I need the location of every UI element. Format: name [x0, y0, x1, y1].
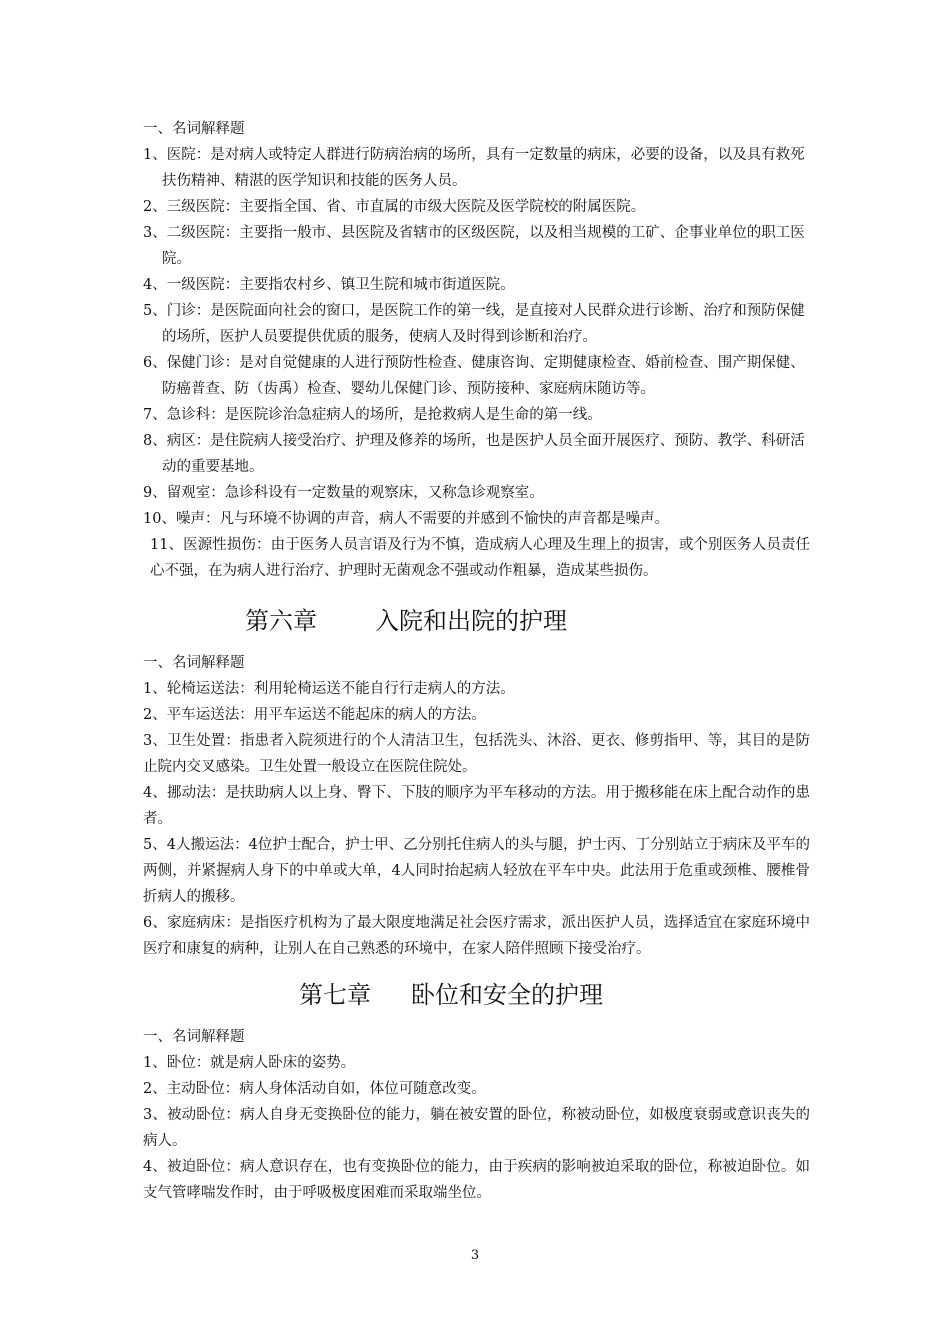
definition-home-sickbed: 6、家庭病床：是指医疗机构为了最大限度地满足社会医疗需求，派出医护人员，选择适宜在家庭环境中医疗和康复的病种，让别人在自己熟悉的环境中，在家人陪伴照顾下接受治疗。 [143, 915, 810, 957]
definition-emergency-dept: 7、急诊科：是医院诊治急症病人的场所，是抢救病人是生命的第一线。 [143, 407, 602, 423]
definition-passive-position: 3、被动卧位：病人自身无变换卧位的能力，躺在被安置的卧位，称被动卧位，如极度衰弱或意识丧失的病人。 [143, 1107, 810, 1149]
chapter-6-number: 第六章 [245, 607, 317, 635]
definition-wheelchair-transport: 1、轮椅运送法：利用轮椅运送不能自行行走病人的方法。 [143, 681, 515, 697]
definition-observation-room: 9、留观室：急诊科设有一定数量的观察床，又称急诊观察室。 [143, 485, 544, 501]
chapter-6-title [143, 601, 810, 641]
page-number: 3 [470, 1248, 480, 1263]
definition-forced-position: 4、被迫卧位：病人意识存在，也有变换卧位的能力，由于疾病的影响被迫采取的卧位，称被迫卧位。如支气管哮喘发作时，由于呼吸极度困难而采取端坐位。 [143, 1159, 810, 1201]
chapter-7-name: 卧位和安全的护理 [411, 981, 603, 1009]
definition-four-person-lift: 5、4人搬运法：4位护士配合，护士甲、乙分别托住病人的头与腿，护士丙、丁分别站立于病床及平车的两侧，并紧握病人身下的中单或大单，4人同时抬起病人轻放在平车中央。此法用于危重或颈椎、腰椎骨折病人的搬移。 [143, 837, 810, 905]
definition-noise: 10、噪声：凡与环境不协调的声音，病人不需要的并感到不愉快的声音都是噪声。 [143, 511, 669, 527]
definition-outpatient: 5、门诊：是医院面向社会的窗口，是医院工作的第一线，是直接对人民群众进行诊断、治疗和预防保健的场所，医护人员要提供优质的服务，使病人及时得到诊断和治疗。 [143, 303, 805, 345]
chapter-7-title [143, 975, 810, 1015]
definition-health-clinic: 6、保健门诊：是对自觉健康的人进行预防性检查、健康咨询、定期健康检查、婚前检查、围产期保健、防癌普查、防（齿禹）检查、婴幼儿保健门诊、预防接种、家庭病床随访等。 [143, 355, 805, 397]
section-heading: 一、名词解释题 [143, 1029, 245, 1045]
definition-lying-position: 1、卧位：就是病人卧床的姿势。 [143, 1055, 356, 1071]
section-heading: 一、名词解释题 [143, 655, 245, 671]
definition-tertiary-hospital: 2、三级医院：主要指全国、省、市直属的市级大医院及医学院校的附属医院。 [143, 199, 646, 215]
definition-secondary-hospital: 3、二级医院：主要指一般市、县医院及省辖市的区级医院，以及相当规模的工矿、企事业单位的职工医院。 [143, 225, 805, 267]
definition-iatrogenic-injury: 11、医源性损伤：由于医务人员言语及行为不慎，造成病人心理及生理上的损害，或个别医务人员责任心不强，在为病人进行治疗、护理时无菌观念不强或动作粗暴，造成某些损伤。 [150, 537, 810, 579]
definition-active-position: 2、主动卧位：病人身体活动自如，体位可随意改变。 [143, 1081, 486, 1097]
chapter-7-number: 第七章 [299, 981, 371, 1009]
definition-shifting-method: 4、挪动法：是扶助病人以上身、臀下、下肢的顺序为平车移动的方法。用于搬移能在床上配合动作的患者。 [143, 785, 810, 827]
definition-ward: 8、病区：是住院病人接受治疗、护理及修养的场所，也是医护人员全面开展医疗、预防、教学、科研活动的重要基地。 [143, 433, 805, 475]
page-content [143, 116, 810, 1206]
section-heading: 一、名词解释题 [143, 121, 245, 137]
definition-hygiene-treatment: 3、卫生处置：指患者入院须进行的个人清洁卫生，包括洗头、沐浴、更衣、修剪指甲、等，其目的是防止院内交叉感染。卫生处置一般设立在医院住院处。 [143, 733, 810, 775]
chapter-6-name: 入院和出院的护理 [375, 607, 567, 635]
definition-stretcher-transport: 2、平车运送法：用平车运送不能起床的病人的方法。 [143, 707, 486, 723]
definition-primary-hospital: 4、一级医院：主要指农村乡、镇卫生院和城市街道医院。 [143, 277, 515, 293]
definition-hospital: 1、医院：是对病人或特定人群进行防病治病的场所，具有一定数量的病床，必要的设备，以及具有救死扶伤精神、精湛的医学知识和技能的医务人员。 [143, 147, 805, 189]
